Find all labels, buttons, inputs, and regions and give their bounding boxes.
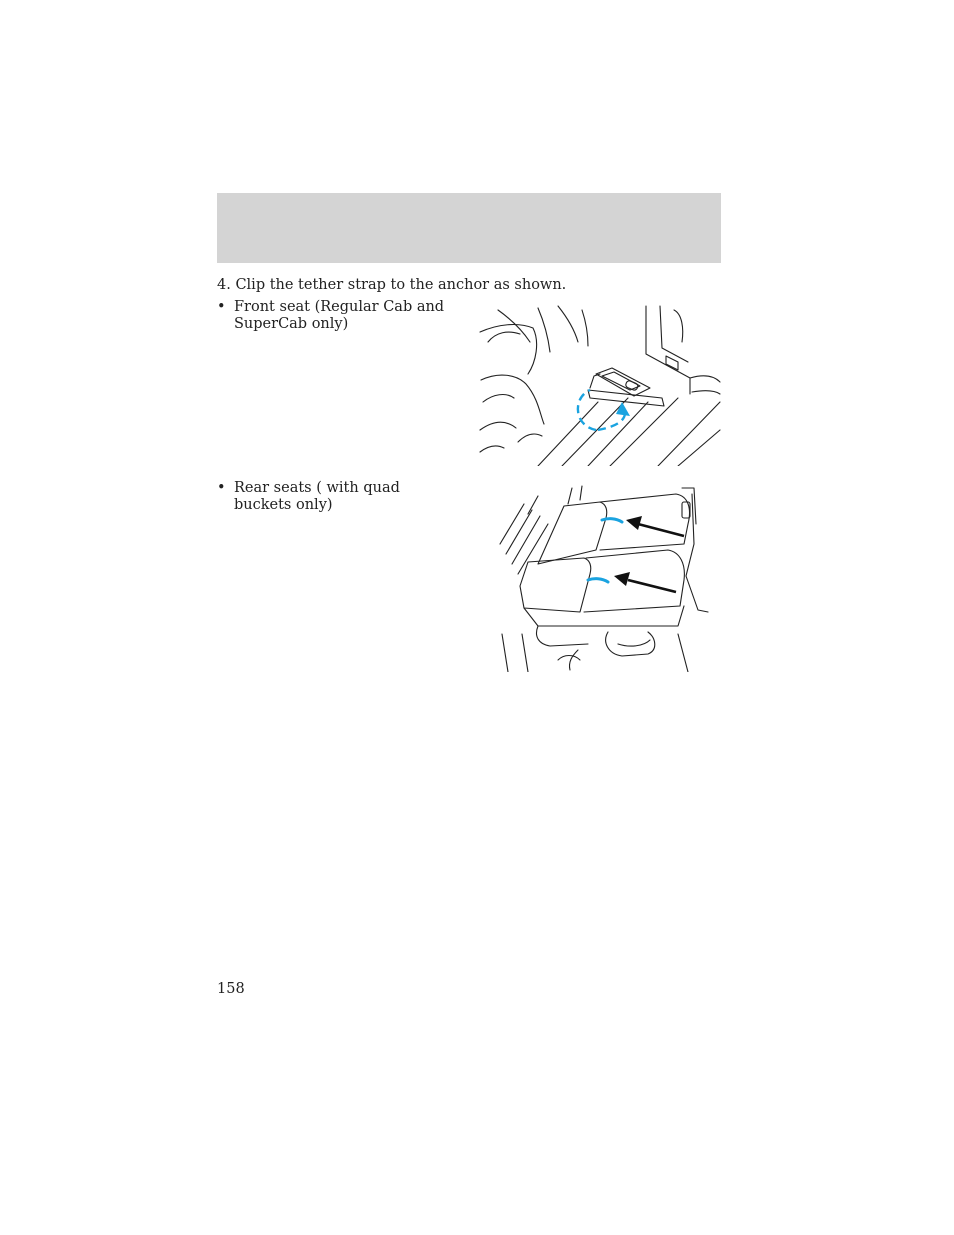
lower-seat-back [520, 558, 591, 612]
rotate-arrow [578, 390, 596, 430]
bullet-marker: • [217, 480, 226, 496]
upper-seat-back [538, 502, 607, 564]
bullet-front-seat [217, 299, 457, 333]
lower-arrow [628, 580, 676, 592]
bullet-rear-seats [217, 480, 457, 514]
bullet-text: Front seat (Regular Cab and SuperCab only) [234, 299, 445, 332]
page-number: 158 [217, 981, 245, 997]
upper-arrow [638, 524, 684, 536]
arrow-head-icon [616, 402, 630, 416]
lower-anchor [588, 579, 608, 582]
bullet-text: Rear seats ( with quad buckets only) [234, 480, 400, 513]
rear-seats-anchor-illustration [498, 484, 718, 672]
step-instruction: 4. Clip the tether strap to the anchor as shown. [217, 277, 567, 293]
header-band [217, 193, 721, 263]
front-seat-anchor-illustration [478, 302, 722, 466]
arrow-head-icon [626, 516, 642, 530]
bullet-marker: • [217, 299, 226, 315]
arrow-head-icon [614, 572, 630, 586]
